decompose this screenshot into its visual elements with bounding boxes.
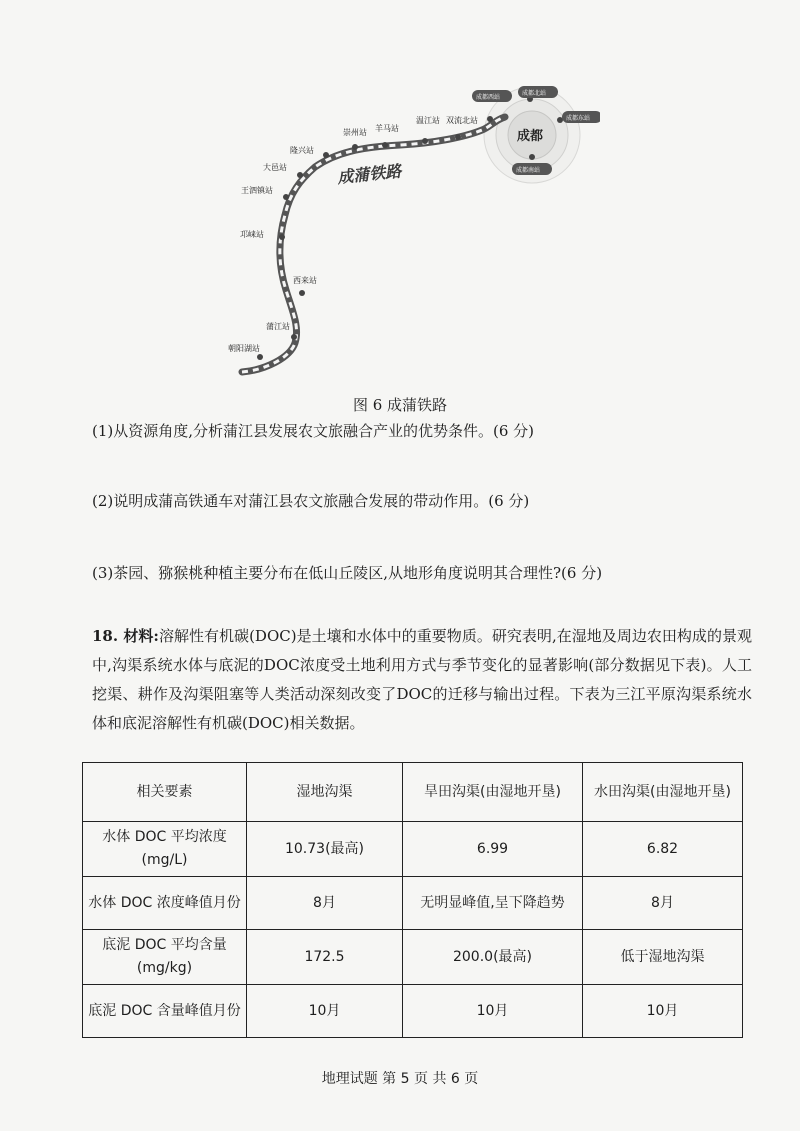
- svg-text:朝阳湖站: 朝阳湖站: [228, 344, 260, 353]
- svg-text:蒲江站: 蒲江站: [266, 322, 290, 331]
- table-cell: 8月: [247, 877, 403, 930]
- railway-map: [220, 75, 600, 385]
- table-cell: 底泥 DOC 含量峰值月份: [83, 985, 247, 1038]
- table-cell: 172.5: [247, 930, 403, 985]
- question-3: (3)茶园、猕猴桃种植主要分布在低山丘陵区,从地形角度说明其合理性?(6 分): [92, 564, 603, 582]
- q18-text: 溶解性有机碳(DOC)是土壤和水体中的重要物质。研究表明,在湿地及周边农田构成的景观中,沟渠系统水体与底泥的DOC浓度受土地利用方式与季节变化的显著影响(部分数据见下表)。人工挖渠、耕作及沟渠阻塞等人类活动深刻改变了DOC的迁移与输出过程。下表为三江平原沟渠系统水体和底泥溶解性有机碳(DOC)相关数据。: [92, 627, 752, 732]
- svg-text:王泗镇站: 王泗镇站: [241, 186, 273, 195]
- table-row: [83, 822, 743, 877]
- table-header-cell: 湿地沟渠: [247, 763, 403, 822]
- figure-caption: 图 6 成蒲铁路: [352, 396, 448, 414]
- table-cell: 无明显峰值,呈下降趋势: [403, 877, 583, 930]
- svg-text:成都南站: 成都南站: [516, 167, 541, 174]
- table-cell: 水体 DOC 浓度峰值月份: [83, 877, 247, 930]
- question-1: (1)从资源角度,分析蒲江县发展农文旅融合产业的优势条件。(6 分): [92, 422, 535, 440]
- station-xilai: [293, 275, 317, 296]
- table-header-cell: 相关要素: [83, 763, 247, 822]
- table-row: [83, 930, 743, 985]
- q18-material: [92, 622, 752, 738]
- page-footer: 地理试题 第 5 页 共 6 页: [321, 1071, 479, 1087]
- table-header-cell: 水田沟渠(由湿地开垦): [583, 763, 743, 822]
- table-cell: 6.99: [403, 822, 583, 877]
- railway-line: [242, 117, 505, 372]
- svg-text:大邑站: 大邑站: [263, 163, 287, 172]
- table-cell: 10.73(最高): [247, 822, 403, 877]
- city-name: 成都: [517, 129, 544, 144]
- table-header-cell: 旱田沟渠(由湿地开垦): [403, 763, 583, 822]
- station-wangsizhen: [241, 185, 289, 200]
- svg-text:崇州站: 崇州站: [343, 128, 367, 137]
- table-cell: 水体 DOC 平均浓度(mg/L): [83, 822, 247, 877]
- doc-table: [82, 762, 743, 1038]
- svg-text:成都北站: 成都北站: [522, 90, 547, 97]
- station-longxing: [290, 145, 329, 158]
- table-cell: 10月: [583, 985, 743, 1038]
- table-header-row: [83, 763, 743, 822]
- table-cell: 低于湿地沟渠: [583, 930, 743, 985]
- svg-text:双流北站: 双流北站: [446, 116, 478, 125]
- table-cell: 8月: [583, 877, 743, 930]
- svg-text:温江站: 温江站: [416, 116, 440, 125]
- table-cell: 200.0(最高): [403, 930, 583, 985]
- svg-text:羊马站: 羊马站: [375, 124, 399, 133]
- table-cell: 10月: [403, 985, 583, 1038]
- svg-text:成都东站: 成都东站: [566, 115, 591, 122]
- svg-text:成都西站: 成都西站: [476, 94, 501, 101]
- table-row: [83, 985, 743, 1038]
- table-cell: 底泥 DOC 平均含量(mg/kg): [83, 930, 247, 985]
- station-dayi: [263, 162, 303, 178]
- svg-text:邛崃站: 邛崃站: [240, 230, 264, 239]
- q18-lead: 18. 材料:: [92, 627, 159, 645]
- table-row: [83, 877, 743, 930]
- svg-text:隆兴站: 隆兴站: [290, 146, 314, 155]
- question-2: (2)说明成蒲高铁通车对蒲江县农文旅融合发展的带动作用。(6 分): [92, 492, 530, 510]
- station-chaoyanghu: [228, 343, 263, 360]
- railway-name: 成蒲铁路: [336, 161, 403, 187]
- table-cell: 6.82: [583, 822, 743, 877]
- svg-text:西来站: 西来站: [293, 276, 317, 285]
- table-cell: 10月: [247, 985, 403, 1038]
